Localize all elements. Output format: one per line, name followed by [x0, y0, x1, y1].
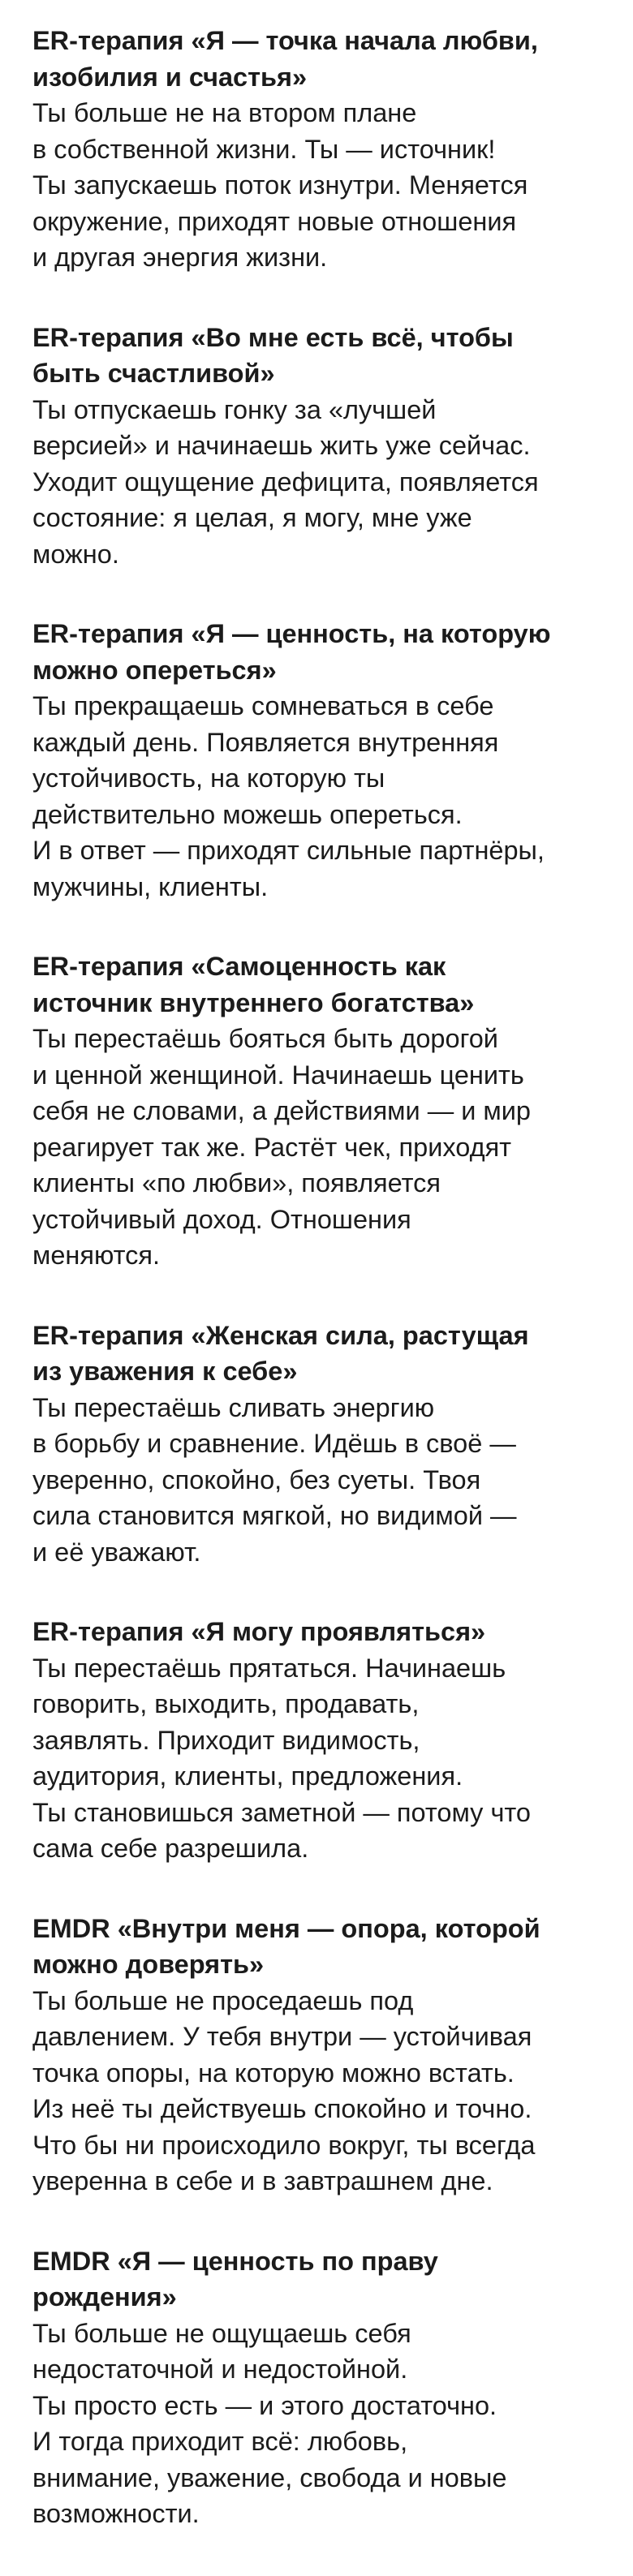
title-line: можно опереться» [32, 655, 277, 685]
body-line: точка опоры, на которую можно встать. [32, 2058, 515, 2088]
therapy-block [32, 320, 610, 573]
body-line: в собственной жизни. Ты — источник! [32, 134, 496, 164]
body-line: Ты больше не на втором плане [32, 98, 417, 127]
body-line: заявлять. Приходит видимость, [32, 1725, 420, 1755]
body-line: мужчины, клиенты. [32, 871, 269, 901]
body-line: Ты просто есть — и этого достаточно. [32, 2390, 497, 2420]
title-line: из уважения к себе» [32, 1357, 298, 1386]
body-line: уверенна в себе и в завтрашнем дне. [32, 2166, 493, 2195]
body-line: себя не словами, а действиями — и мир [32, 1096, 531, 1125]
body-line: устойчивость, на которую ты [32, 763, 385, 793]
body-line: Ты запускаешь поток изнутри. Меняется [32, 170, 528, 200]
document-content [32, 23, 610, 2576]
body-line: версией» и начинаешь жить уже сейчас. [32, 431, 531, 460]
title-line: можно доверять» [32, 1950, 265, 1979]
block-body [32, 1390, 610, 1571]
title-line: EMDR «Я — ценность по праву [32, 2246, 438, 2276]
body-line: клиенты «по любви», появляется [32, 1168, 441, 1198]
block-title [32, 320, 610, 392]
body-line: Из неё ты действуешь спокойно и точно. [32, 2094, 532, 2123]
body-line: и другая энергия жизни. [32, 243, 328, 272]
block-body [32, 95, 610, 276]
body-line: И в ответ — приходят сильные партнёры, [32, 836, 545, 865]
therapy-block [32, 948, 610, 1274]
therapy-block [32, 2243, 610, 2532]
therapy-block [32, 1614, 610, 1867]
block-body [32, 1650, 610, 1867]
body-line: внимание, уважение, свобода и новые [32, 2462, 507, 2492]
body-line: возможности. [32, 2499, 200, 2528]
therapy-block [32, 616, 610, 905]
body-line: устойчивый доход. Отношения [32, 1204, 411, 1234]
body-line: Ты перестаёшь бояться быть дорогой [32, 1024, 498, 1053]
body-line: Ты больше не проседаешь под [32, 1985, 414, 2015]
block-body [32, 1021, 610, 1274]
title-line: ER-терапия «Я — точка начала любви, [32, 26, 538, 55]
therapy-block [32, 1318, 610, 1571]
body-line: каждый день. Появляется внутренняя [32, 727, 499, 757]
title-line: ER-терапия «Самоценность как [32, 952, 446, 981]
therapy-block [32, 1911, 610, 2200]
body-line: И тогда приходит всё: любовь, [32, 2427, 408, 2456]
block-title [32, 948, 610, 1021]
title-line: ER-терапия «Женская сила, растущая [32, 1320, 529, 1350]
block-title [32, 23, 610, 95]
title-line: источник внутреннего богатства» [32, 987, 475, 1017]
block-title [32, 1614, 610, 1650]
title-line: изобилия и счастья» [32, 62, 308, 92]
title-line: ER-терапия «Я могу проявляться» [32, 1617, 486, 1646]
body-line: Ты перестаёшь сливать энергию [32, 1392, 435, 1422]
body-line: Что бы ни происходило вокруг, ты всегда [32, 2130, 536, 2160]
body-line: Уходит ощущение дефицита, появляется [32, 467, 539, 497]
block-body [32, 392, 610, 573]
body-line: и её уважают. [32, 1537, 201, 1567]
body-line: и ценной женщиной. Начинаешь ценить [32, 1060, 524, 1090]
block-title [32, 616, 610, 688]
title-line: быть счастливой» [32, 359, 275, 388]
therapy-block [32, 23, 610, 276]
title-line: ER-терапия «Во мне есть всё, чтобы [32, 322, 514, 352]
body-line: в борьбу и сравнение. Идёшь в своё — [32, 1429, 516, 1458]
block-body [32, 1983, 610, 2200]
body-line: говорить, выходить, продавать, [32, 1689, 420, 1718]
body-line: состояние: я целая, я могу, мне уже [32, 503, 472, 532]
title-line: ER-терапия «Я — ценность, на которую [32, 619, 551, 648]
body-line: аудитория, клиенты, предложения. [32, 1761, 463, 1791]
body-line: Ты становишься заметной — потому что [32, 1797, 531, 1827]
body-line: Ты прекращаешь сомневаться в себе [32, 691, 494, 720]
block-title [32, 1318, 610, 1390]
body-line: реагирует так же. Растёт чек, приходят [32, 1132, 512, 1162]
block-title [32, 2243, 610, 2316]
block-body [32, 688, 610, 905]
body-line: недостаточной и недостойной. [32, 2355, 408, 2384]
title-line: EMDR «Внутри меня — опора, которой [32, 1913, 540, 1943]
body-line: окружение, приходят новые отношения [32, 206, 517, 236]
body-line: Ты больше не ощущаешь себя [32, 2318, 411, 2348]
body-line: действительно можешь опереться. [32, 799, 463, 829]
body-line: сама себе разрешила. [32, 1834, 309, 1863]
body-line: Ты перестаёшь прятаться. Начинаешь [32, 1653, 506, 1683]
body-line: сила становится мягкой, но видимой — [32, 1501, 517, 1530]
body-line: Ты отпускаешь гонку за «лучшей [32, 394, 437, 424]
body-line: можно. [32, 539, 119, 569]
body-line: уверенно, спокойно, без суеты. Твоя [32, 1464, 481, 1494]
block-title [32, 1911, 610, 1983]
block-body [32, 2316, 610, 2532]
title-line: рождения» [32, 2282, 177, 2312]
body-line: давлением. У тебя внутри — устойчивая [32, 2022, 532, 2051]
body-line: меняются. [32, 1241, 161, 1270]
